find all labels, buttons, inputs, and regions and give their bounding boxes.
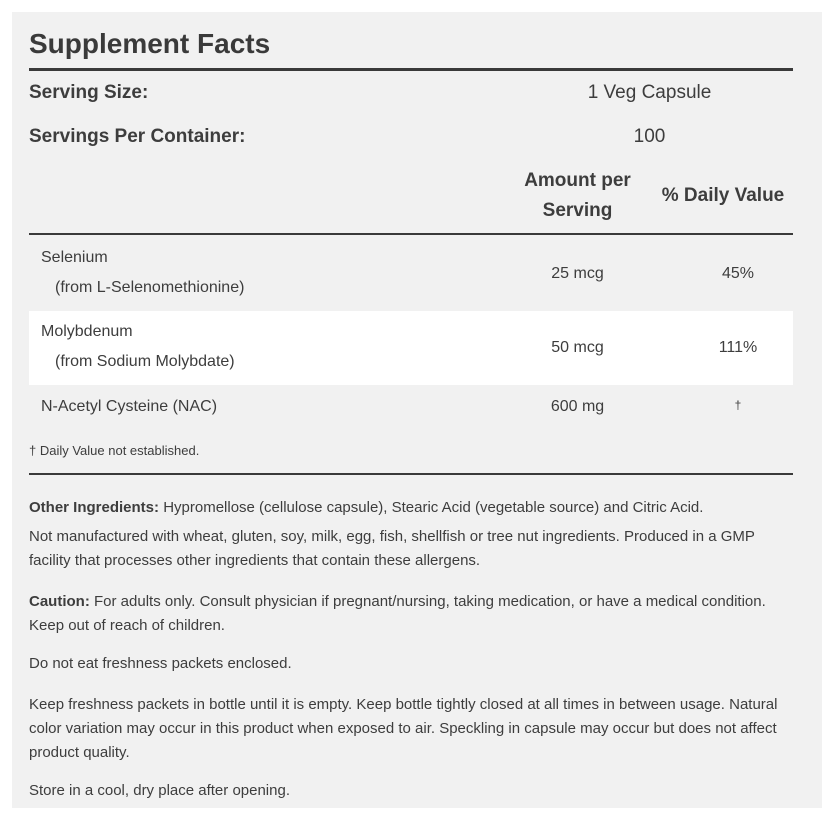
nutrient-name: N-Acetyl Cysteine (NAC) [41, 398, 218, 415]
caution-statement [29, 590, 799, 638]
nutrient-row-molybdenum [29, 311, 793, 385]
freshness-storage-notes: Keep freshness packets in bottle until it is empty. Keep bottle tightly closed at all times in between usage. Natural color variation may occur in this product when exposed to air. Speckling in capsule may occur but does not affect product quality. [29, 696, 778, 761]
freshness-packet-warning: Do not eat freshness packets enclosed. [29, 655, 292, 672]
servings-per-container-label: Servings Per Container: [29, 126, 246, 147]
amount-header-line2: Serving [542, 200, 613, 221]
other-ingredients-label: Other Ingredients: [29, 499, 160, 516]
nutrient-name: Selenium [41, 249, 108, 266]
storage-instructions: Store in a cool, dry place after opening. [29, 782, 290, 799]
servings-per-container-value: 100 [633, 126, 666, 147]
nutrient-daily-value: 45% [721, 265, 755, 282]
header-divider [29, 233, 793, 235]
title-divider [29, 68, 793, 71]
caution-label: Caution: [29, 593, 90, 610]
nutrient-amount: 600 mg [550, 398, 605, 415]
serving-size-label: Serving Size: [29, 82, 149, 103]
nutrient-amount: 50 mcg [551, 339, 604, 356]
daily-value-header: % Daily Value [661, 185, 785, 206]
other-ingredients-text: Hypromellose (cellulose capsule), Stearic Acid (vegetable source) and Citric Acid. [163, 499, 704, 516]
nutrient-row-selenium [29, 237, 793, 311]
nutrient-source: (from L-Selenomethionine) [55, 279, 245, 296]
nutrient-daily-value: † [734, 398, 742, 412]
nutrient-amount: 25 mcg [551, 265, 604, 282]
panel-title: Supplement Facts [29, 28, 271, 59]
other-ingredients [29, 496, 799, 520]
nutrient-source: (from Sodium Molybdate) [55, 353, 235, 370]
caution-text: For adults only. Consult physician if pregnant/nursing, taking medication, or have a medical condition. Keep out of reach of children. [29, 593, 766, 634]
serving-size-value: 1 Veg Capsule [587, 82, 712, 103]
nutrient-name: Molybdenum [41, 323, 133, 340]
nutrient-daily-value: 111% [718, 339, 758, 356]
daily-value-footnote: † Daily Value not established. [29, 443, 200, 458]
footer-divider [29, 473, 793, 475]
supplement-facts-panel [12, 12, 822, 808]
amount-header-line1: Amount per [524, 170, 631, 191]
allergen-statement: Not manufactured with wheat, gluten, soy, milk, egg, fish, shellfish or tree nut ingredients. Produced in a GMP facility that processes other ingredients that contain these allergens. [29, 528, 755, 569]
amount-per-serving-header [490, 166, 665, 226]
nutrient-row-nac [29, 385, 793, 435]
